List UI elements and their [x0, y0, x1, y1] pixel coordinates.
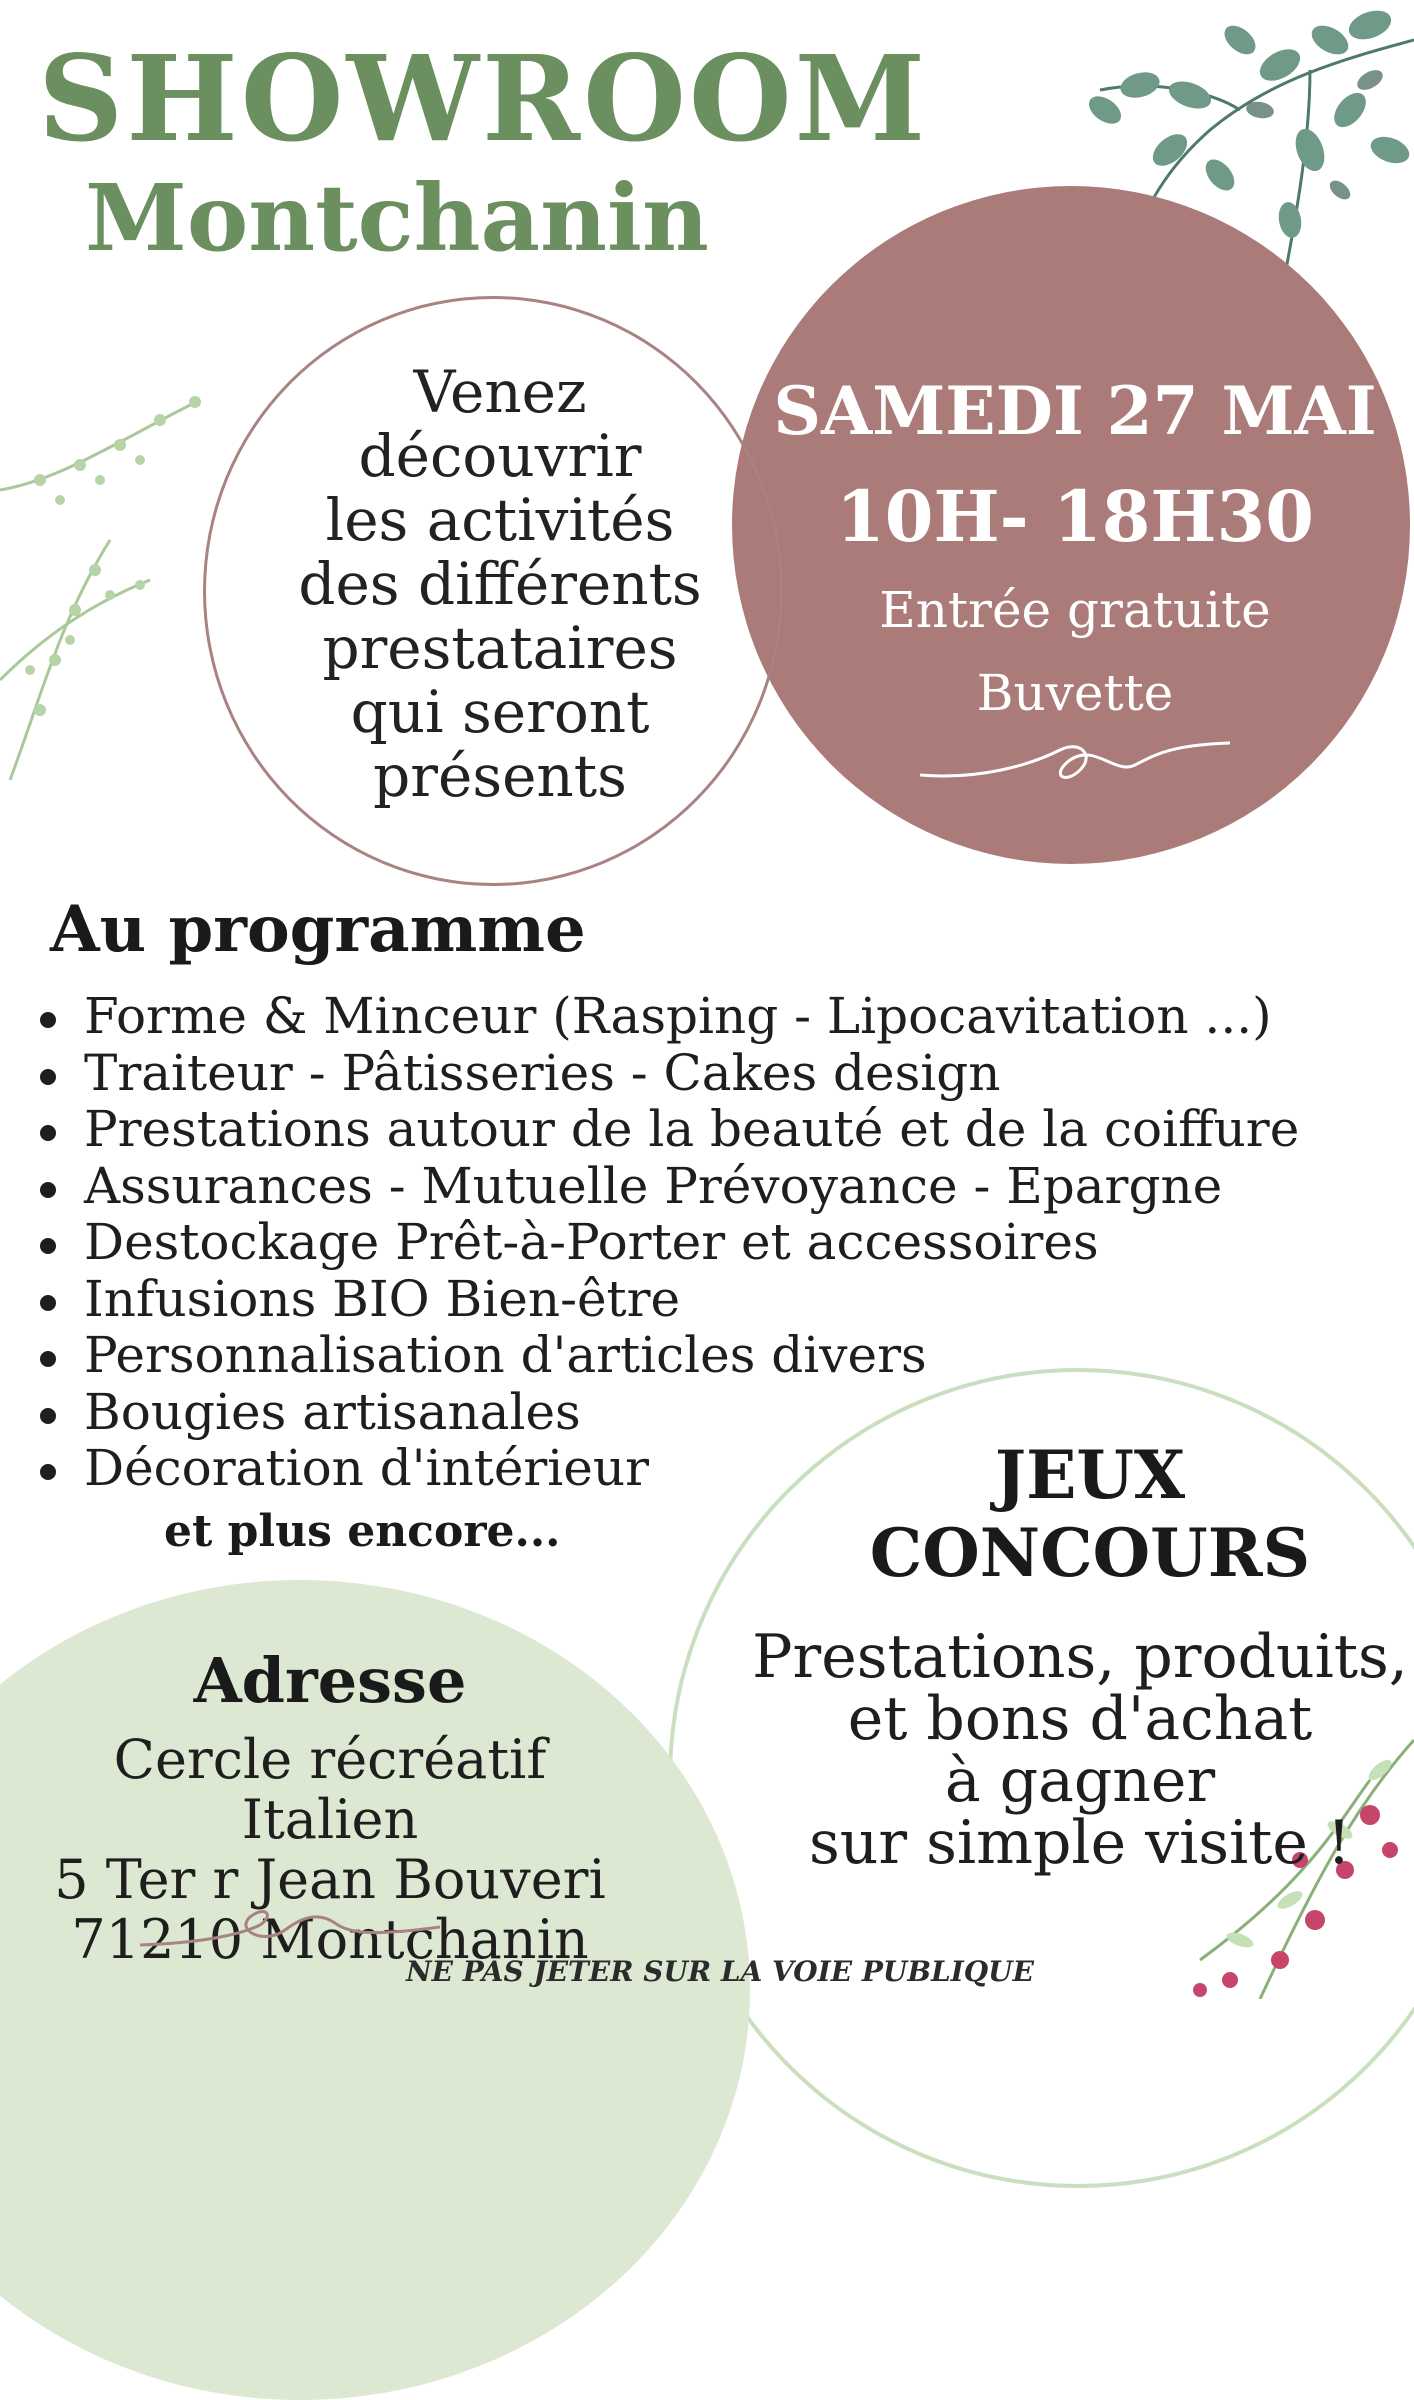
invitation-line: prestataires [322, 614, 678, 682]
games-text-line: à gagner [944, 1746, 1216, 1816]
invitation-line: Venez [413, 358, 587, 426]
invitation-line: découvrir [358, 422, 642, 490]
event-entry: Entrée gratuite [879, 581, 1271, 639]
program-heading: Au programme [50, 892, 586, 967]
event-refreshments: Buvette [976, 664, 1174, 722]
page-title: SHOWROOM [38, 29, 929, 168]
games-title [830, 1436, 1350, 1592]
address-line: Cercle récréatif Italien [113, 1728, 547, 1851]
games-text-line: et bons d'achat [847, 1684, 1313, 1754]
games-title-line: CONCOURS [869, 1514, 1311, 1592]
invitation-line: des différents [298, 550, 702, 618]
list-item: Bougies artisanales [36, 1384, 1299, 1441]
games-title-line: JEUX [994, 1436, 1186, 1514]
fern-sprig-icon [0, 380, 230, 800]
list-item: Personnalisation d'articles divers [36, 1327, 1299, 1384]
event-hours: 10H- 18H30 [836, 475, 1314, 558]
invitation-line: les activités [325, 486, 675, 554]
invitation-text [260, 360, 740, 808]
decorative-swirl-icon [140, 1905, 440, 1955]
games-text-line: Prestations, produits, [752, 1622, 1408, 1692]
decorative-swirl-icon [920, 735, 1230, 795]
program-more: et plus encore... [164, 1506, 561, 1557]
list-item: Forme & Minceur (Rasping - Lipocavitation ...) [36, 988, 1299, 1045]
games-text [750, 1622, 1410, 1878]
list-item: Décoration d'intérieur [36, 1440, 1299, 1497]
games-text-line: sur simple visite ! [808, 1808, 1352, 1878]
list-item: Assurances - Mutuelle Prévoyance - Epargne [36, 1158, 1299, 1215]
invitation-line: qui seront [350, 678, 650, 746]
address-heading: Adresse [193, 1644, 467, 1717]
address-line: 5 Ter r Jean Bouveri [54, 1848, 606, 1911]
invitation-line: présents [373, 742, 627, 810]
footer-note: NE PAS JETER SUR LA VOIE PUBLIQUE [406, 1955, 1034, 1988]
list-item: Prestations autour de la beauté et de la coiffure [36, 1101, 1299, 1158]
list-item: Traiteur - Pâtisseries - Cakes design [36, 1045, 1299, 1102]
page-subtitle: Montchanin [85, 164, 709, 272]
address-line: 71210 Montchanin [71, 1908, 589, 1971]
list-item: Infusions BIO Bien-être [36, 1271, 1299, 1328]
event-date: SAMEDI 27 MAI [773, 372, 1377, 450]
list-item: Destockage Prêt-à-Porter et accessoires [36, 1214, 1299, 1271]
